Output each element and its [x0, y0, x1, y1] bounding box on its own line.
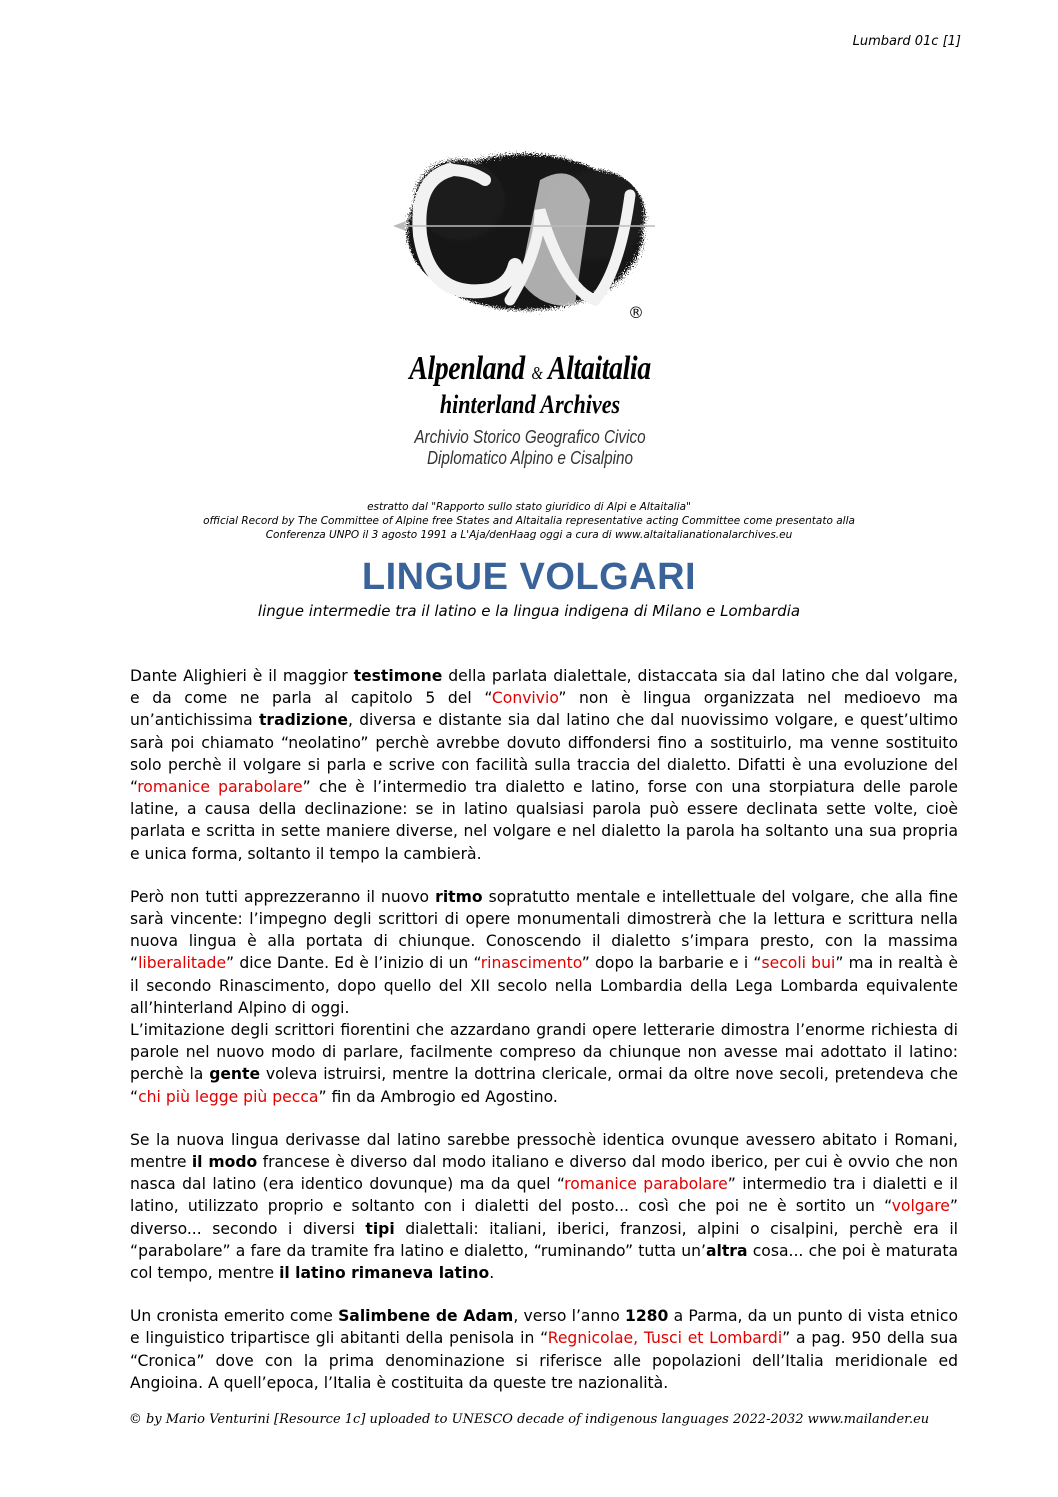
- source-note-line-3: Conferenza UNPO il 3 agosto 1991 a L'Aja/denHaag oggi a cura di www.altaitalianationalarchives.eu: [265, 529, 793, 541]
- text-run: ” intermedio tra i dialetti e il latino, utilizzato proprio e soltanto con i dialetti del posto... così che poi ne è sortito un “: [130, 1175, 958, 1216]
- text-run: .: [489, 1264, 495, 1283]
- logo-line-1: Archivio Storico Geografico Civico: [414, 427, 646, 447]
- text-run: ” che è l’intermedio tra dialetto e latino, forse con una storpiatura delle parole latine, a causa della declinazione: se in latino qualsiasi parola può essere declinata sette volte, cioè parlata e scritta in sette maniere diverse, nel volgare e nel dialetto la parola ha soltanto una sua propria e unica forma, soltanto il tempo la cambierà.: [130, 778, 958, 863]
- logo-title: [399, 350, 661, 388]
- document-reference: Lumbard 01c [1]: [852, 34, 961, 49]
- highlighted-term: liberalitade: [138, 954, 227, 973]
- highlighted-term: volgare: [891, 1197, 950, 1216]
- logo-subtitle: hinterland Archives: [439, 390, 621, 419]
- text-run: ” ma in realtà è il secondo Rinascimento, dopo quello del XII secolo nella Lombardia della Lega Lombarda equivalente all’hinterland Alpino di oggi.: [130, 954, 958, 1017]
- text-run: cosa... che poi è maturata col tempo, mentre: [130, 1241, 958, 1283]
- highlighted-term: chi più legge più pecca: [138, 1087, 319, 1106]
- highlighted-term: romanice parabolare: [564, 1175, 728, 1194]
- source-note: [100, 500, 958, 542]
- logo-line-2: Diplomatico Alpino e Cisalpino: [426, 448, 634, 468]
- copyright-footer: © by Mario Venturini [Resource 1c] uploaded to UNESCO decade of indigenous languages 2022-2032 www.mailander.eu: [128, 1412, 930, 1427]
- text-run: , verso l’anno: [513, 1307, 625, 1326]
- text-run: ” dice Dante. Ed è l’inizio di un “: [226, 954, 481, 973]
- text-run: L’imitazione degli scrittori fiorentini che azzardano grandi opere letterarie dimostra l’enorme richiesta di parole nel nuovo modo di parlare, facilmente compreso da chiunque non avesse mai adottato il latino: perchè la: [130, 1021, 958, 1084]
- text-run: Se la nuova lingua derivasse dal latino sarebbe pressochè identica ovunque avessero abitato i Romani, mentre: [130, 1130, 958, 1172]
- article-body: [130, 665, 958, 1415]
- paragraph-3: [130, 1019, 958, 1108]
- page-subtitle: lingue intermedie tra il latino e la lingua indigena di Milano e Lombardia: [257, 602, 801, 620]
- paragraph-5: [130, 1305, 958, 1394]
- logo-title-part2: Altaitalia: [547, 350, 651, 387]
- text-run: ” non è lingua organizzata nel medioevo ma un’antichissima: [130, 689, 958, 730]
- text-run: ” a pag. 950 della sua “Cronica” dove con la prima denominazione si riferisce alle popolazioni dell’Italia meridionale ed Angioina. A quell’epoca, l’Italia è costituita da queste tre nazionalità.: [130, 1329, 958, 1392]
- bold-term: altra: [705, 1241, 748, 1260]
- highlighted-term: Convivio: [491, 689, 559, 708]
- highlighted-term: Regnicolae, Tusci et Lombardi: [547, 1329, 783, 1348]
- text-run: Un cronista emerito come: [130, 1307, 339, 1326]
- text-run: a Parma, da un punto di vista etnico e linguistico tripartisce gli abitanti della penisola in “: [130, 1307, 958, 1348]
- logo-title-part1: Alpenland: [409, 350, 525, 387]
- text-run: ” fin da Ambrogio ed Agostino.: [318, 1087, 558, 1106]
- source-note-line-2: official Record by The Committee of Alpine free States and Altaitalia representative acting Committee come presentato alla: [203, 515, 855, 527]
- logo-emblem-icon: [390, 140, 660, 340]
- bold-term: gente: [209, 1065, 261, 1084]
- logo-ampersand: &: [531, 363, 543, 383]
- highlighted-term: secoli bui: [761, 954, 836, 973]
- text-run: Dante Alighieri è il maggior: [130, 667, 354, 685]
- text-run: , diversa e distante sia dal latino che dal nuovissimo volgare, e quest’ultimo sarà poi chiamato “neolatino” perchè avrebbe dovuto diffondersi fino a sostituirlo, ma venne sostituito solo perchè il volgare si parla e scrive con facilità sulla traccia del dialetto. Difatti è una evoluzione del “: [130, 711, 958, 797]
- bold-term: Salimbene de Adam: [338, 1307, 514, 1326]
- text-run: ” diverso... secondo i diversi: [130, 1197, 958, 1238]
- text-run: francese è diverso dal modo italiano e diverso dal modo iberico, per cui è ovvio che non nasca dal latino (era identico dovunque) ma da quel “: [130, 1153, 958, 1194]
- paragraph-1: [130, 665, 958, 865]
- bold-term: ritmo: [435, 887, 483, 906]
- highlighted-term: romanice parabolare: [137, 778, 303, 797]
- archive-logo: [370, 140, 690, 480]
- text-run: sopratutto mentale e intellettuale del volgare, che alla fine sarà vincente: l’impegno degli scrittori di opere monumentali dimostrerà che la lettura e scrittura nella nuova lingua è alla portata di chiunque. Conoscendo il dialetto s’impara presto, con la massima “: [130, 887, 958, 973]
- bold-term: 1280: [624, 1307, 669, 1326]
- bold-term: il modo: [191, 1153, 258, 1172]
- text-run: dialettali: italiani, iberici, franzosi, alpini o cisalpini, perchè era il “parabolare” a fare da tramite fra latino e dialetto, “ruminando” tutta un’: [130, 1219, 958, 1260]
- text-run: ” dopo la barbarie e i “: [581, 954, 762, 973]
- text-run: della parlata dialettale, distaccata sia dal latino che dal volgare, e da come ne parla al capitolo 5 del “: [130, 667, 958, 708]
- page-title: LINGUE VOLGARI: [361, 556, 697, 598]
- source-note-line-1: estratto dal "Rapporto sullo stato giuridico di Alpi e Altaitalia": [367, 501, 691, 513]
- highlighted-term: rinascimento: [480, 954, 582, 973]
- bold-term: testimone: [353, 667, 443, 685]
- paragraph-4: [130, 1129, 958, 1284]
- registered-mark: ®: [628, 303, 644, 322]
- bold-term: il latino rimaneva latino: [279, 1264, 490, 1283]
- text-run: Però non tutti apprezzeranno il nuovo: [130, 887, 436, 906]
- bold-term: tipi: [365, 1219, 395, 1238]
- text-run: voleva istruirsi, mentre la dottrina clericale, ormai da oltre nove secoli, pretendeva che “: [130, 1065, 958, 1106]
- bold-term: tradizione: [258, 711, 348, 730]
- paragraph-2: [130, 886, 958, 1019]
